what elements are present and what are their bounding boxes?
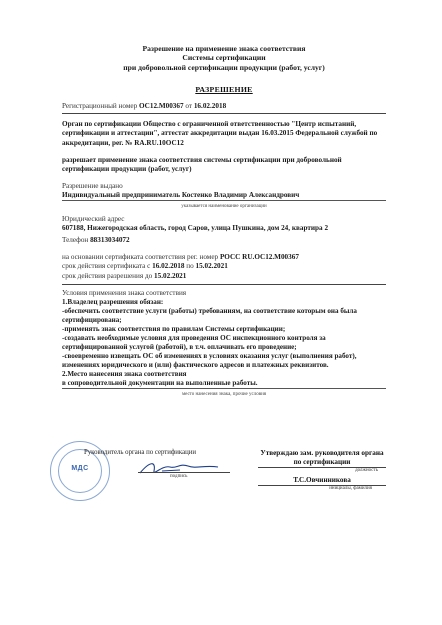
- header-line-2: Системы сертификации: [182, 53, 266, 63]
- stamp-text: МДС: [71, 465, 89, 472]
- approver-name: Т.С.Овчинникова: [293, 476, 351, 485]
- signature-line: [138, 472, 230, 473]
- registration-from-label: от: [185, 102, 193, 111]
- phone-line: [62, 236, 386, 245]
- phone-value: 88313034072: [90, 236, 130, 245]
- left-signature-label: Руководитель органа по сертификации: [84, 449, 197, 456]
- approver-caption: должность: [355, 468, 378, 474]
- issued-section: [62, 182, 386, 211]
- certificate-number: РОСС RU.ОС12.М00367: [219, 253, 299, 262]
- certificate-to-label: по: [186, 262, 194, 271]
- registration-date: 16.02.2018: [193, 102, 227, 111]
- document-header: [62, 44, 386, 72]
- organ-reg-no: RA.RU.10ОС12: [134, 138, 184, 147]
- address-label: Юридический адрес: [62, 215, 125, 224]
- condition-line: -применять знак соответствия по правилам Системы сертификации;: [62, 324, 286, 333]
- registration-label: Регистрационный номер: [62, 102, 138, 111]
- condition-line: 1.Владелец разрешения обязан:: [62, 297, 164, 306]
- certificate-from: 16.02.2018: [152, 262, 185, 271]
- basis-line-2: [62, 262, 386, 271]
- address-section: [62, 215, 386, 233]
- basis-label-3: срок действия разрешения до: [62, 271, 153, 280]
- issued-note: указывается наименование организации: [181, 203, 267, 209]
- right-signature: [258, 449, 386, 491]
- condition-line: -обеспечить соответствие услуги (работы) требованиям, на соответствие которым она была сертифицирована;: [62, 306, 357, 324]
- approver-title: Утверждаю зам. руководителя органа по сертификации: [260, 449, 384, 466]
- conditions-label: Условия применения знака соответствия: [62, 288, 187, 297]
- permits-text: разрешает применение знака соответствия системы сертификации при добровольной сертификации продукции (работ, услуг): [62, 155, 342, 173]
- address-value: 607188, Нижегородская область, город Саров, улица Пушкина, дом 24, квартира 2: [62, 224, 329, 233]
- conditions-note: место нанесения знака, прочие условия: [181, 391, 267, 397]
- condition-line: 2.Место нанесения знака соответствия: [62, 369, 187, 378]
- phone-label: Телефон: [62, 236, 89, 245]
- header-line-3: при добровольной сертификации продукции (работ, услуг): [123, 62, 325, 72]
- basis-line-1: [62, 253, 386, 262]
- registration-line: [62, 102, 386, 111]
- divider: [62, 113, 386, 114]
- signature-caption: подпись: [170, 474, 188, 479]
- conditions-section: [62, 289, 386, 399]
- organ-text: Орган по сертификации Общество с ограниченной ответственностью "Центр испытаний, сертификации и аттестации", аттестат аккредитации выдан 16.03.2015 Федеральной службой по аккредитации, рег. №: [62, 120, 378, 147]
- divider: [62, 284, 386, 285]
- condition-line: в сопроводительной документации на выполненные работы.: [62, 379, 386, 389]
- header-line-1: Разрешение на применение знака соответствия: [142, 44, 306, 53]
- permission-to: 15.02.2021: [154, 271, 187, 280]
- certificate-to: 15.02.2021: [195, 262, 228, 271]
- issued-label: Разрешение выдано: [62, 181, 123, 190]
- organ-paragraph: [62, 120, 386, 147]
- issued-name: Индивидуальный предприниматель Костенко Владимир Александрович: [62, 191, 386, 201]
- condition-line: -создавать необходимые условия для проведения ОС инспекционного контроля за сертифицированной услугой (работой), в т.ч. оплачивать его проведение;: [62, 333, 326, 351]
- basis-label-2: срок действия сертификата с: [62, 262, 151, 271]
- basis-line-3: [62, 272, 386, 281]
- basis-section: [62, 253, 386, 280]
- approver-name-caption: инициалы, фамилия: [329, 486, 372, 492]
- registration-number: ОС12.М00367: [138, 102, 184, 111]
- document-title: РАЗРЕШЕНИЕ: [195, 85, 253, 95]
- signature-block: [62, 449, 386, 519]
- condition-line: -своевременно извещать ОС об изменениях в условиях оказания услуг (выполнения работ), изменениях юридического и (или) фактического адресов и платежных реквизитов.: [62, 351, 357, 369]
- basis-label-1: на основании сертификата соответствия рег. номер: [62, 253, 219, 262]
